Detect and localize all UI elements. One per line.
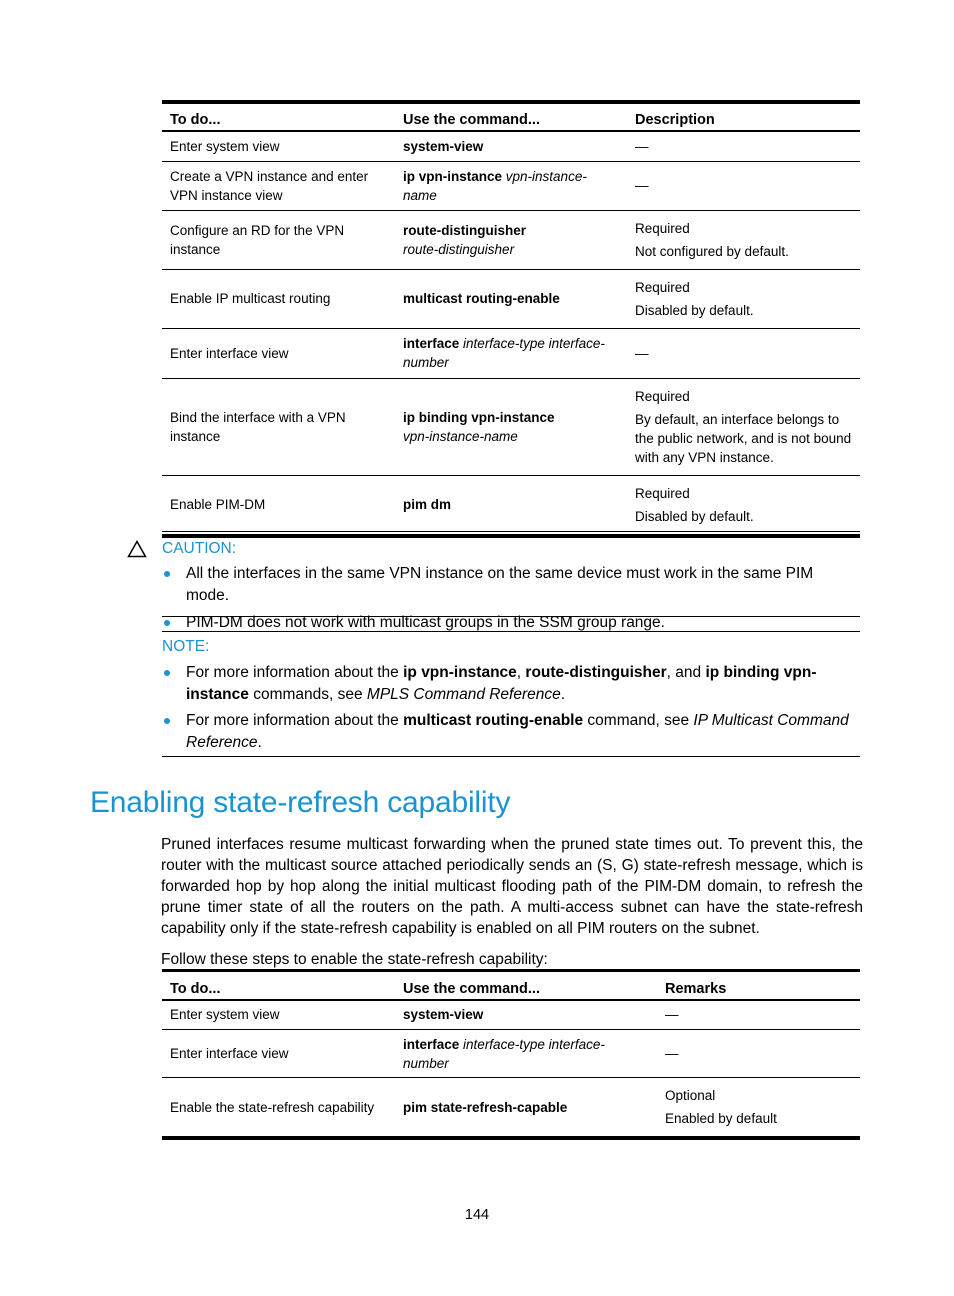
command-keyword: pim dm bbox=[403, 497, 452, 512]
column-header-command: Use the command... bbox=[395, 971, 657, 1000]
column-header-todo: To do... bbox=[162, 971, 395, 1000]
pim-dm-vpn-config-table bbox=[162, 100, 860, 538]
bullet-icon bbox=[164, 670, 170, 676]
table-row bbox=[162, 1030, 860, 1078]
note-keyword: route-distinguisher bbox=[525, 664, 667, 681]
note-list bbox=[162, 662, 860, 753]
column-header-remarks: Remarks bbox=[657, 971, 860, 1000]
todo-cell: Enter interface view bbox=[162, 328, 395, 378]
reference-link[interactable]: IP Multicast Command Reference bbox=[186, 712, 849, 751]
command-argument: interface-type interface-number bbox=[403, 336, 605, 370]
table-row bbox=[162, 131, 860, 161]
note-keyword: multicast routing-enable bbox=[403, 712, 584, 729]
command-keyword: system-view bbox=[403, 1007, 484, 1023]
todo-cell: Bind the interface with a VPN instance bbox=[162, 378, 395, 475]
remarks-cell: — bbox=[657, 1030, 860, 1078]
caution-list bbox=[162, 563, 860, 634]
note-text: , bbox=[516, 664, 526, 681]
table-row bbox=[162, 210, 860, 269]
note-keyword: ip vpn-instance bbox=[403, 664, 517, 681]
command-cell bbox=[395, 328, 627, 378]
description-cell bbox=[627, 475, 860, 536]
description-line: Required bbox=[635, 388, 690, 404]
todo-cell: Enable the state-refresh capability bbox=[162, 1078, 395, 1139]
note-top-rule bbox=[162, 631, 860, 632]
todo-cell: Enter interface view bbox=[162, 1030, 395, 1078]
note-bottom-rule bbox=[162, 756, 860, 757]
command-keyword: system-view bbox=[403, 138, 484, 154]
caution-label: CAUTION: bbox=[162, 540, 237, 557]
table-row bbox=[162, 1078, 860, 1139]
todo-cell: Enter system view bbox=[162, 1000, 395, 1030]
table-row bbox=[162, 1000, 860, 1030]
section-title: Enabling state-refresh capability bbox=[90, 786, 511, 819]
description-cell bbox=[627, 378, 860, 475]
description-line: Required bbox=[635, 485, 690, 501]
command-cell bbox=[395, 161, 627, 210]
caution-triangle-icon bbox=[127, 540, 147, 558]
list-item bbox=[162, 710, 860, 753]
command-keyword: multicast routing-enable bbox=[403, 291, 560, 306]
page-number: 144 bbox=[464, 1207, 490, 1223]
command-keyword: ip binding vpn-instance bbox=[403, 409, 555, 425]
table-row bbox=[162, 475, 860, 536]
list-item bbox=[162, 563, 860, 606]
table-header-row bbox=[162, 971, 860, 1000]
note-text: . bbox=[257, 733, 262, 751]
bullet-icon bbox=[164, 718, 170, 724]
command-argument: route-distinguisher bbox=[403, 241, 515, 257]
command-keyword: pim state-refresh-capable bbox=[403, 1099, 568, 1115]
table-intro: Follow these steps to enable the state-refresh capability: bbox=[161, 951, 548, 968]
description-cell: — bbox=[627, 161, 860, 210]
caution-text: All the interfaces in the same VPN instance on the same device must work in the same PIM mode. bbox=[186, 565, 814, 604]
command-cell bbox=[395, 131, 627, 161]
remarks-line: Enabled by default bbox=[665, 1111, 777, 1126]
note-keyword: ip binding vpn-instance bbox=[186, 664, 817, 703]
todo-cell: Enter system view bbox=[162, 131, 395, 161]
command-cell bbox=[395, 210, 627, 269]
command-cell bbox=[395, 1078, 657, 1139]
command-cell bbox=[395, 1030, 657, 1078]
note-text: commands, see bbox=[248, 685, 367, 703]
description-line: Disabled by default. bbox=[635, 302, 754, 318]
caution-top-rule bbox=[162, 531, 860, 532]
remarks-cell: — bbox=[657, 1000, 860, 1030]
note-label: NOTE: bbox=[162, 638, 210, 655]
table-row bbox=[162, 269, 860, 328]
description-line: Required bbox=[635, 220, 690, 236]
todo-cell: Configure an RD for the VPN instance bbox=[162, 210, 395, 269]
description-line: By default, an interface belongs to the public network, and is not bound with any VPN instance. bbox=[635, 411, 852, 465]
column-header-description: Description bbox=[627, 102, 860, 131]
description-line: Disabled by default. bbox=[635, 508, 754, 524]
todo-cell: Enable PIM-DM bbox=[162, 475, 395, 536]
command-cell bbox=[395, 378, 627, 475]
command-cell bbox=[395, 1000, 657, 1030]
note-box bbox=[162, 638, 860, 753]
state-refresh-config-table bbox=[162, 969, 860, 1140]
description-line: Required bbox=[635, 279, 690, 295]
section-paragraph: Pruned interfaces resume multicast forwarding when the pruned state times out. To prevent this, the router with the multicast source attached periodically sends an (S, G) state-refresh message, which is forwarded hop by hop along the initial multicast flooding path of the PIM-DM domain, to refresh the prune timer state of all the routers on the path. A multi-access subnet can have the state-refresh capability only if the state-refresh capability is enabled on all PIM routers on the subnet. bbox=[161, 836, 863, 937]
reference-link[interactable]: MPLS Command Reference bbox=[366, 685, 561, 703]
todo-cell: Create a VPN instance and enter VPN instance view bbox=[162, 161, 395, 210]
note-text: For more information about the bbox=[186, 712, 404, 729]
description-cell: — bbox=[627, 328, 860, 378]
note-text: command, see bbox=[583, 712, 694, 729]
description-cell bbox=[627, 269, 860, 328]
caution-text: PIM-DM does not work with multicast groups in the SSM group range. bbox=[186, 614, 665, 631]
command-cell bbox=[395, 269, 627, 328]
command-keyword: ip vpn-instance bbox=[403, 168, 503, 184]
remarks-cell bbox=[657, 1078, 860, 1139]
command-keyword: interface bbox=[403, 1036, 460, 1052]
caution-box bbox=[162, 540, 860, 634]
command-argument: interface-type interface-number bbox=[403, 1036, 605, 1071]
remarks-line: Optional bbox=[665, 1088, 716, 1103]
command-argument: vpn-instance-name bbox=[403, 168, 587, 203]
list-item bbox=[162, 662, 860, 705]
bullet-icon bbox=[164, 571, 170, 577]
table-header-row bbox=[162, 102, 860, 131]
command-keyword: route-distinguisher bbox=[403, 222, 527, 238]
caution-bottom-rule bbox=[162, 616, 860, 617]
description-cell bbox=[627, 210, 860, 269]
command-argument: vpn-instance-name bbox=[403, 428, 518, 444]
column-header-command: Use the command... bbox=[395, 102, 627, 131]
description-cell: — bbox=[627, 131, 860, 161]
table-row bbox=[162, 328, 860, 378]
table-row bbox=[162, 378, 860, 475]
command-cell bbox=[395, 475, 627, 536]
todo-cell: Enable IP multicast routing bbox=[162, 269, 395, 328]
description-line: Not configured by default. bbox=[635, 243, 789, 259]
bullet-icon bbox=[164, 620, 170, 626]
note-text: , and bbox=[666, 664, 706, 681]
table-row bbox=[162, 161, 860, 210]
note-text: For more information about the bbox=[186, 664, 404, 681]
note-text: . bbox=[560, 685, 566, 703]
column-header-todo: To do... bbox=[162, 102, 395, 131]
command-keyword: interface bbox=[403, 336, 460, 351]
